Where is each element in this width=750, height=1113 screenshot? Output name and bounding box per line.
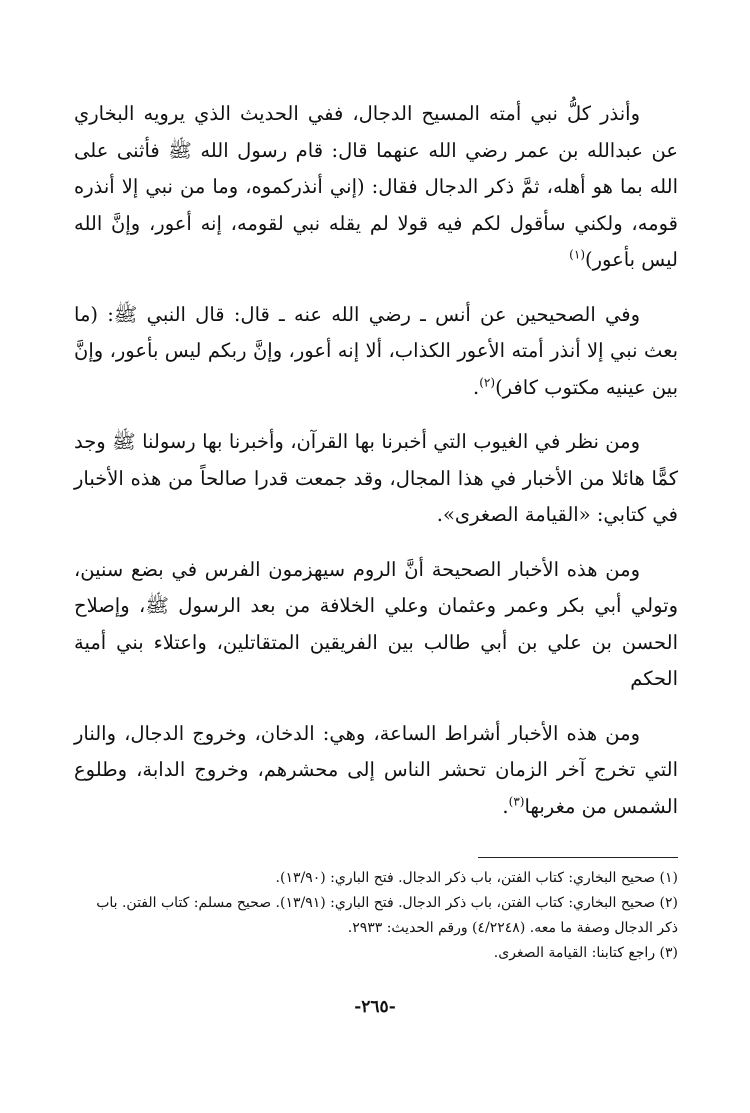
- footnote-marker-1: (١): [569, 247, 585, 262]
- page-number: -٢٦٥-: [354, 997, 396, 1017]
- paragraph-1-text: وأنذر كلُّ نبي أمته المسيح الدجال، ففي الحديث الذي يرويه البخاري عن عبدالله بن عمر رضي الله عنهما قال: قام رسول الله ﷺ فأثنى على الله بما هو أهله، ثمَّ ذكر الدجال فقال: (إني أنذركموه، وما من نبي إلا أنذره قومه، ولكني سأقول لكم فيه قولا لم يقله نبي لقومه، إنه أعور، وإنَّ الله ليس بأعور): [74, 102, 678, 271]
- footnote-3: (٣) راجع كتابنا: القيامة الصغرى.: [493, 945, 678, 961]
- paragraph-5: [74, 716, 678, 826]
- footnote-marker-2: (٢): [479, 375, 496, 389]
- paragraph-2: [74, 297, 678, 407]
- footnote-marker-3: (٣): [508, 794, 525, 808]
- footnote-1: (١) صحيح البخاري: كتاب الفتن، باب ذكر الدجال. فتح الباري: (١٣/٩٠).: [275, 870, 678, 886]
- paragraph-5-text: ومن هذه الأخبار أشراط الساعة، وهي: الدخان، وخروج الدجال، والنار التي تخرج آخر الزمان تحشر الناس إلى محشرهم، وخروج الدابة، وطلوع الشمس من مغربها: [74, 721, 678, 818]
- paragraph-3-text: ومن نظر في الغيوب التي أخبرنا بها القرآن، وأخبرنا بها رسولنا ﷺ وجد كمًّا هائلا من الأخبار في هذا المجال، وقد جمعت قدرا صالحاً من هذه الأخبار في كتابي: «القيامة الصغرى».: [74, 430, 678, 526]
- paragraph-1: [74, 96, 678, 279]
- paragraph-2-tail: .: [473, 375, 480, 399]
- footnotes: [74, 866, 678, 966]
- paragraph-2-text: وفي الصحيحين عن أنس ـ رضي الله عنه ـ قال: قال النبي ﷺ: (ما بعث نبي إلا أنذر أمته الأعور الكذاب، ألا إنه أعور، وإنَّ ربكم ليس بأعور، وإنَّ بين عينيه مكتوب كافر): [74, 302, 678, 399]
- paragraph-3: [74, 424, 678, 534]
- paragraph-4: [74, 552, 678, 698]
- paragraph-4-text: ومن هذه الأخبار الصحيحة أنَّ الروم سيهزمون الفرس في بضع سنين، وتولي أبي بكر وعمر وعثمان وعلي الخلافة من بعد الرسول ﷺ، وإصلاح الحسن بن علي بن أبي طالب بين الفريقين المتقاتلين، واعتلاء بني أمية الحكم: [74, 557, 679, 690]
- paragraph-5-tail: .: [502, 794, 509, 818]
- main-text: [74, 96, 678, 843]
- footnote-separator: [478, 857, 678, 858]
- footnote-2: (٢) صحيح البخاري: كتاب الفتن، باب ذكر الدجال. فتح الباري: (١٣/٩١). صحيح مسلم: كتاب الفتن. باب ذكر الدجال وصفة ما معه. (٤/٢٢٤٨) ورقم الحديث: ٢٩٣٣.: [96, 895, 678, 936]
